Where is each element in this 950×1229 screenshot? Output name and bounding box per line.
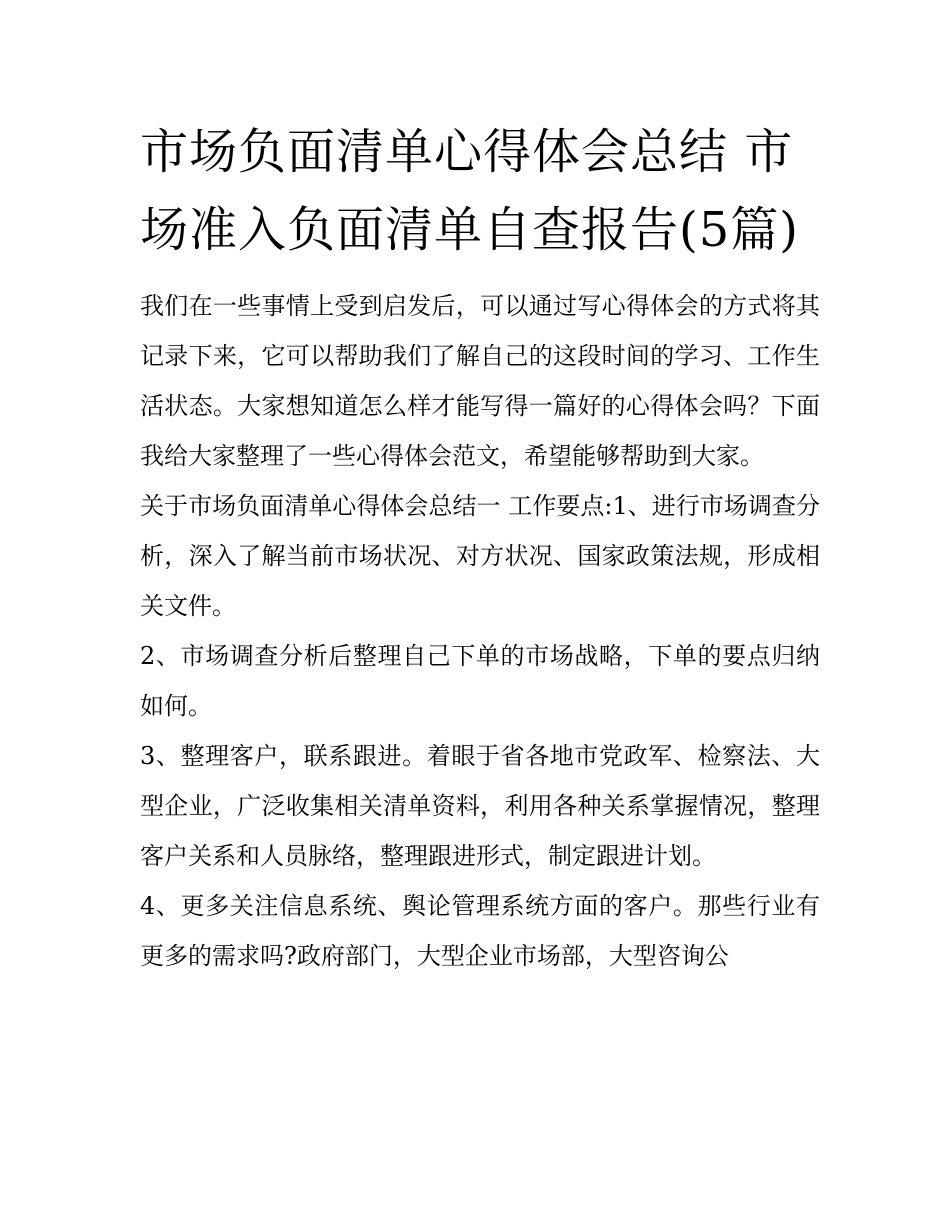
document-page (140, 113, 820, 981)
paragraph-intro: 我们在一些事情上受到启发后，可以通过写心得体会的方式将其记录下来，它可以帮助我们了解自己的这段时间的学习、工作生活状态。大家想知道怎么样才能写得一篇好的心得体会吗？下面我给大家整理了一些心得体会范文，希望能够帮助到大家。 (140, 292, 820, 470)
paragraph-point-3: 3、整理客户，联系跟进。着眼于省各地市党政军、检察法、大型企业，广泛收集相关清单资料，利用各种关系掌握情况，整理客户关系和人员脉络，整理跟进形式，制定跟进计划。 (140, 742, 820, 870)
paragraph-point-2: 2、市场调查分析后整理自己下单的市场战略，下单的要点归纳如何。 (140, 642, 820, 720)
paragraph-summary-one: 关于市场负面清单心得体会总结一 工作要点:1、进行市场调查分析，深入了解当前市场状况、对方状况、国家政策法规，形成相关文件。 (140, 492, 820, 620)
document-title: 市场负面清单心得体会总结 市场准入负面清单自查报告(5篇) (140, 124, 799, 258)
paragraph-point-4: 4、更多关注信息系统、舆论管理系统方面的客户。那些行业有更多的需求吗?政府部门，大型企业市场部，大型咨询公 (140, 892, 820, 970)
